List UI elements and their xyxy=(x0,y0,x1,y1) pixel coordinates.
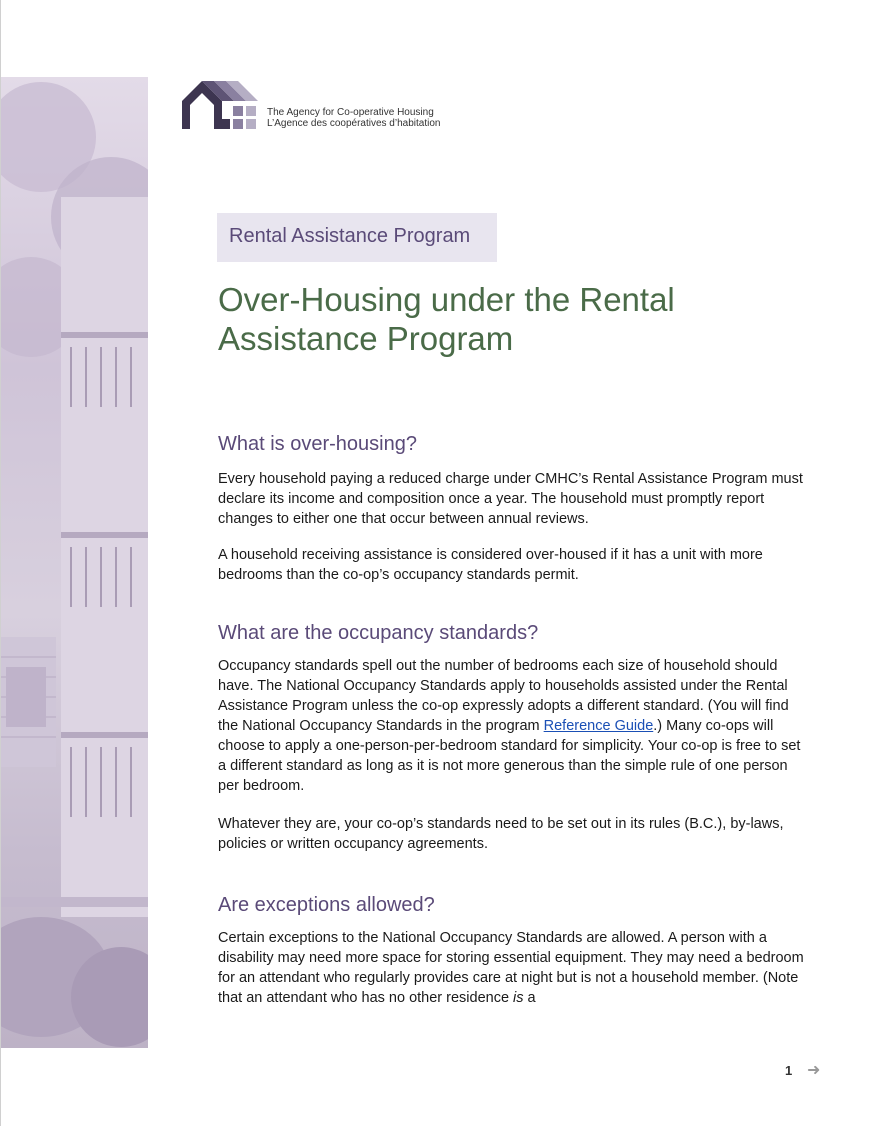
paragraph: Every household paying a reduced charge under CMHC’s Rental Assistance Program must declare its income and composition once a year. The household must promptly report changes to either one that occur between annual reviews. xyxy=(218,471,803,527)
logo-line-french: L’Agence des coopératives d’habitation xyxy=(267,118,441,129)
paragraph xyxy=(218,928,808,1008)
section-heading-occupancy-standards: What are the occupancy standards? xyxy=(218,622,539,644)
paragraph-text: Occupancy standards spell out the number of bedrooms each size of household should have. The National Occupancy Standards apply to households assisted under the Rental Assistance Program unless the co-op expressly adopts a different standard. (You will find the National Occupancy Standards in the program xyxy=(218,658,789,734)
logo-text xyxy=(267,107,440,129)
paragraph: A household receiving assistance is considered over-housed if it has a unit with more bedrooms than the co-op’s occupancy standards permit. xyxy=(218,547,763,583)
paragraph-text: Certain exceptions to the National Occupancy Standards are allowed. A person with a disability may need more space for storing essential equipment. They may need a bedroom for an attendant who regularly provides care at night but is not a household member. (Note that an attendant who has no other residence xyxy=(218,930,804,1006)
page-title: Over-Housing under the Rental Assistance Program xyxy=(218,281,675,357)
agency-logo xyxy=(180,77,450,133)
building-photo-illustration xyxy=(1,77,148,1048)
house-logo-icon xyxy=(180,77,265,133)
program-tag xyxy=(217,213,497,262)
paragraph xyxy=(218,656,808,796)
emphasis-text: is xyxy=(513,990,524,1006)
page-number: 1 xyxy=(785,1063,793,1078)
building-photo xyxy=(1,77,148,1048)
section-heading-over-housing: What is over-housing? xyxy=(218,433,417,455)
program-tag-label: Rental Assistance Program xyxy=(229,225,471,247)
paragraph: Whatever they are, your co-op’s standards need to be set out in its rules (B.C.), by-laws, policies or written occupancy agreements. xyxy=(218,816,784,852)
logo-line-english: The Agency for Co-operative Housing xyxy=(267,107,434,118)
arrow-right-icon[interactable]: ➜ xyxy=(807,1062,821,1079)
paragraph-text: a xyxy=(523,990,536,1006)
paragraph-text: .) Many co-ops will choose to apply a one-person-per-bedroom standard for simplicity. Your co-op is free to set a different standard as long as it is not more generous than the simple rule of one person per bedroom. xyxy=(218,718,801,794)
reference-guide-link[interactable]: Reference Guide xyxy=(543,718,654,734)
section-heading-exceptions: Are exceptions allowed? xyxy=(218,894,435,916)
